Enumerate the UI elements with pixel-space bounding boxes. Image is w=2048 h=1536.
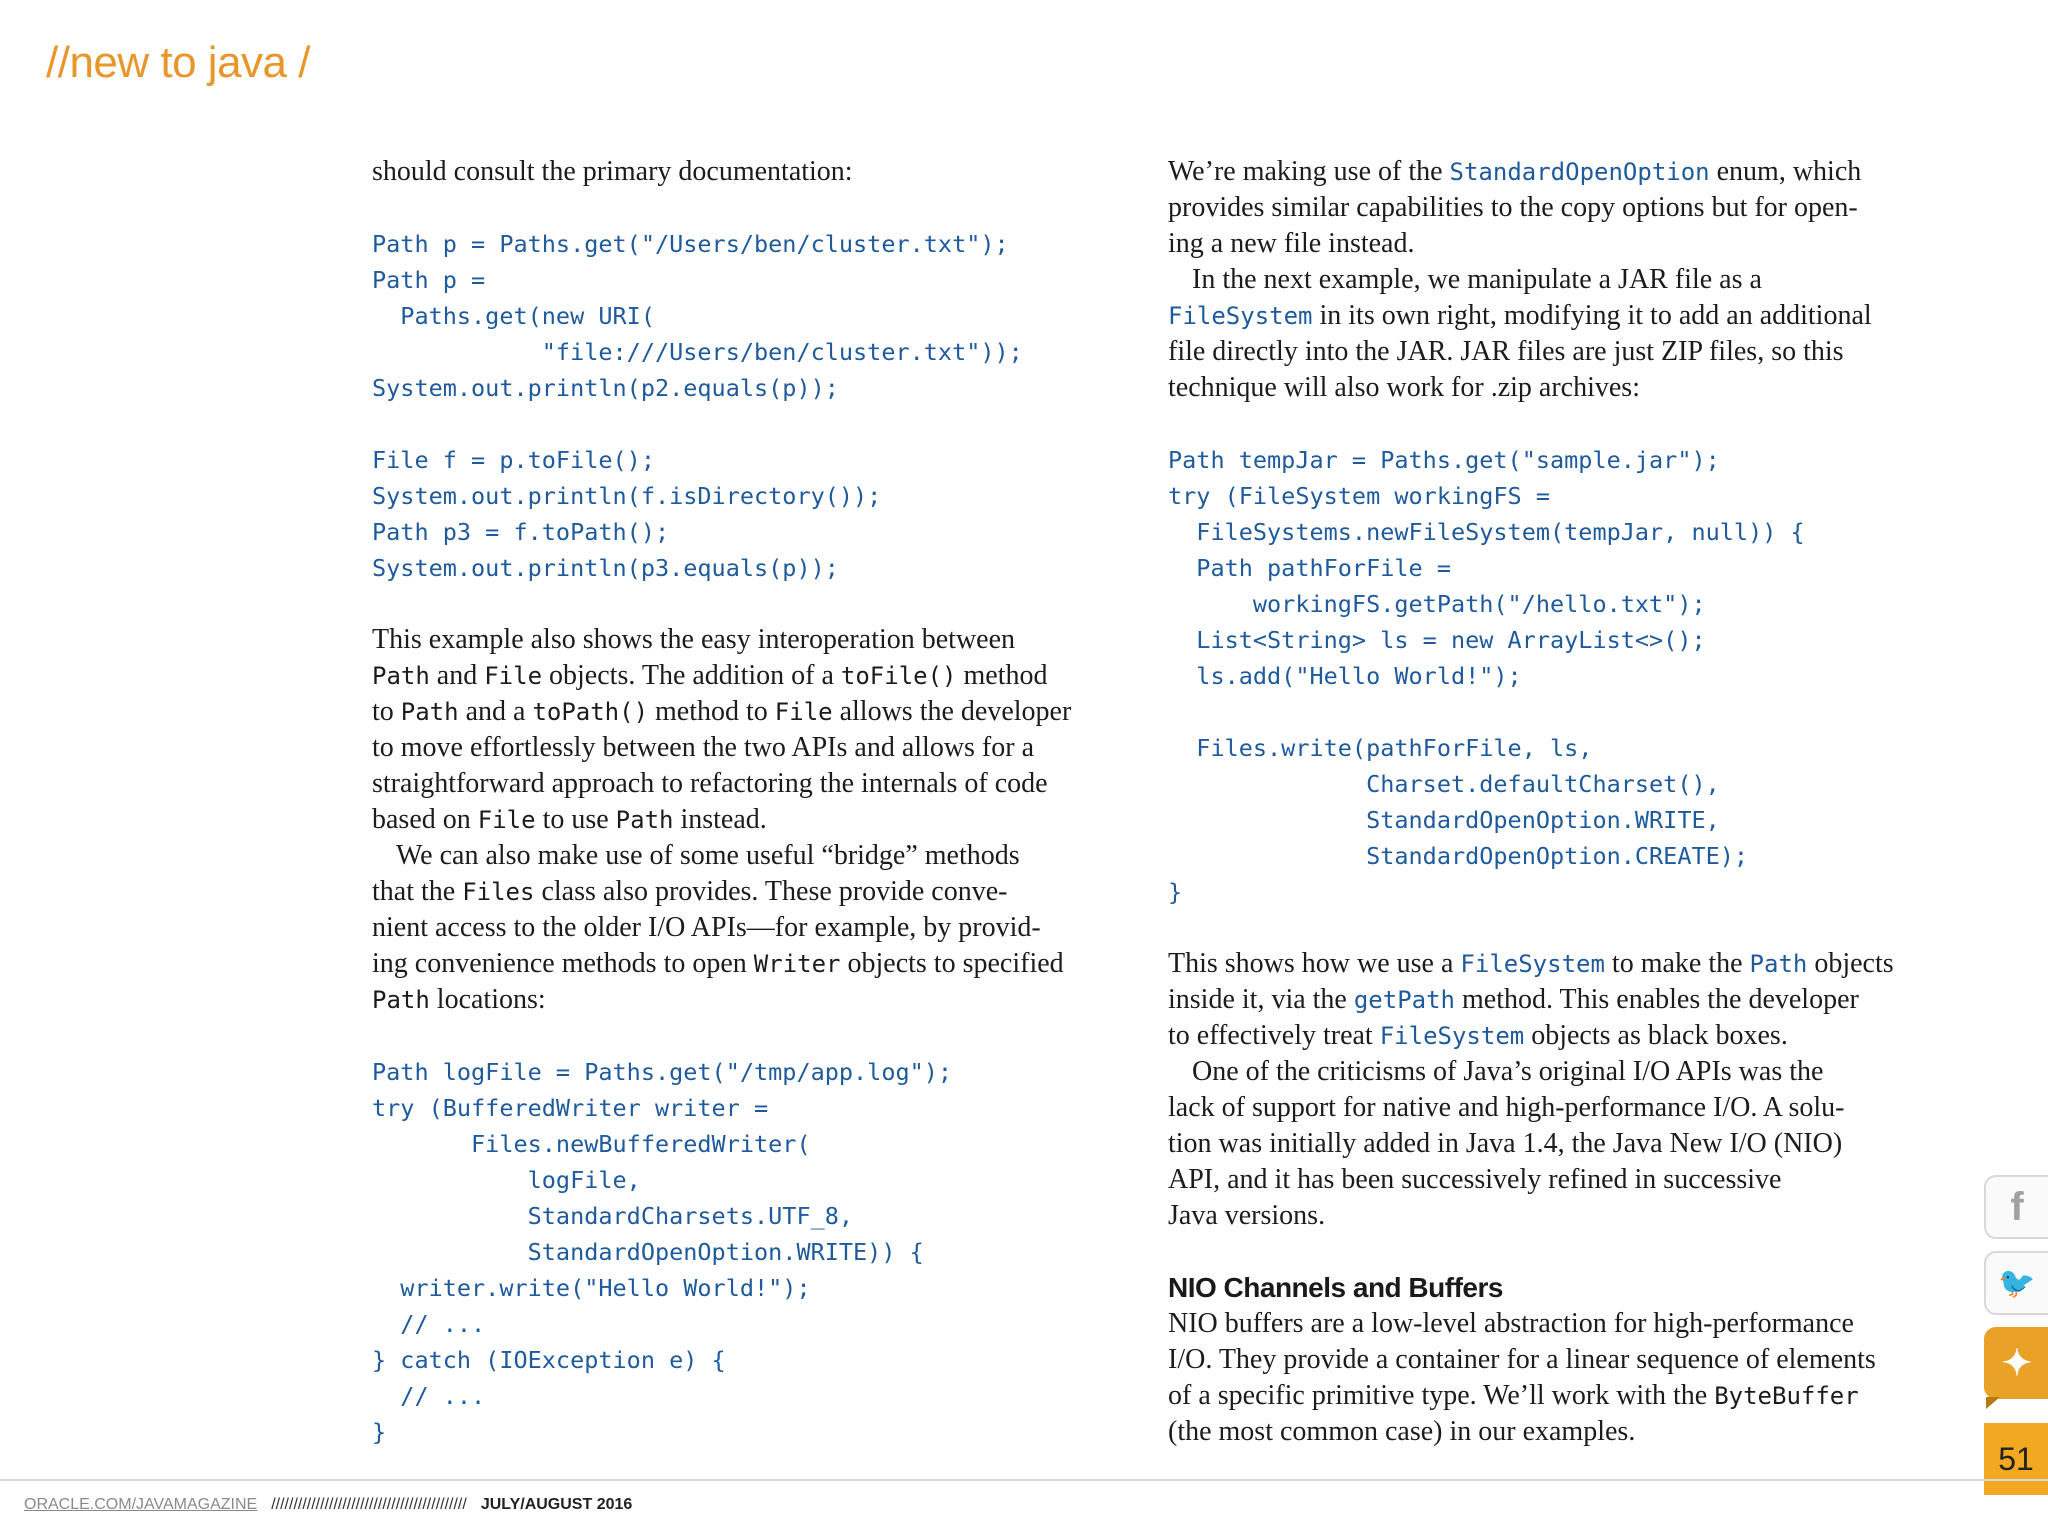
code-line: workingFS.getPath("/hello.txt");: [1168, 590, 1706, 618]
right-column: [1168, 154, 1928, 1450]
code-line: writer.write("Hello World!");: [372, 1274, 811, 1302]
code-line: StandardCharsets.UTF_8,: [372, 1202, 854, 1230]
code-line: System.out.println(f.isDirectory());: [372, 482, 882, 510]
code-block: [372, 226, 1132, 586]
code-line: File f = p.toFile();: [372, 446, 655, 474]
paragraph: We can also make use of some useful “bridge” methods that the Files class also provides. These provide conve- nient access to the older I/O APIs—for example, by provid- ing convenience methods to open Writer objects to specified Path locations:: [372, 840, 1064, 1015]
code-line: // ...: [372, 1382, 486, 1410]
bookmark-icon[interactable]: ✦: [1984, 1327, 2048, 1399]
code-line: [372, 406, 1132, 442]
page-number: 51: [1984, 1423, 2048, 1495]
issue-date: JULY/AUGUST 2016: [480, 1496, 633, 1513]
paragraph: should consult the primary documentation:: [372, 156, 853, 187]
footer-decoration: ////////////////////////////////////////////: [271, 1496, 467, 1513]
twitter-icon[interactable]: 🐦: [1984, 1251, 2048, 1315]
section-heading: NIO Channels and Buffers: [1168, 1272, 1503, 1303]
code-line: [1168, 694, 1928, 730]
section-tag: //new to java /: [46, 38, 310, 87]
code-line: }: [1168, 878, 1183, 906]
code-line: Paths.get(new URI(: [372, 302, 655, 330]
code-line: "file:///Users/ben/cluster.txt"));: [372, 338, 1023, 366]
code-line: StandardOpenOption.WRITE,: [1168, 806, 1720, 834]
code-line: try (FileSystem workingFS =: [1168, 482, 1551, 510]
code-line: Path p =: [372, 266, 486, 294]
code-line: StandardOpenOption.WRITE)) {: [372, 1238, 924, 1266]
code-line: Charset.defaultCharset(),: [1168, 770, 1720, 798]
site-link[interactable]: ORACLE.COM/JAVAMAGAZINE: [24, 1496, 258, 1513]
code-line: System.out.println(p2.equals(p));: [372, 374, 839, 402]
code-block: [1168, 442, 1928, 910]
footer: [24, 1496, 632, 1514]
code-line: ls.add("Hello World!");: [1168, 662, 1522, 690]
code-line: System.out.println(p3.equals(p));: [372, 554, 839, 582]
code-line: Path tempJar = Paths.get("sample.jar");: [1168, 446, 1720, 474]
paragraph: In the next example, we manipulate a JAR file as a FileSystem in its own right, modifying it to add an additional file directly into the JAR. JAR files are just ZIP files, so this technique will also work for .zip archives:: [1168, 264, 1872, 403]
code-line: Path pathForFile =: [1168, 554, 1451, 582]
left-column: [372, 154, 1132, 1450]
code-line: }: [372, 1418, 387, 1446]
paragraph: This example also shows the easy interoperation between Path and File objects. The addition of a toFile() method to Path and a toPath() method to File allows the developer to move effortlessly between the two APIs and allows for a straightforward approach to refactoring the internals of code based on File to use Path instead.: [372, 624, 1072, 835]
code-line: Path logFile = Paths.get("/tmp/app.log");: [372, 1058, 953, 1086]
code-block: [372, 1054, 1132, 1450]
code-line: Files.newBufferedWriter(: [372, 1130, 811, 1158]
code-line: Path p = Paths.get("/Users/ben/cluster.txt");: [372, 230, 1009, 258]
code-line: try (BufferedWriter writer =: [372, 1094, 769, 1122]
footer-divider: [0, 1479, 2048, 1481]
code-line: // ...: [372, 1310, 486, 1338]
paragraph: We’re making use of the StandardOpenOption enum, which provides similar capabilities to the copy options but for open- ing a new file instead.: [1168, 156, 1862, 259]
code-line: Path p3 = f.toPath();: [372, 518, 670, 546]
code-line: logFile,: [372, 1166, 641, 1194]
paragraph: One of the criticisms of Java’s original I/O APIs was the lack of support for native and high-performance I/O. A solu- tion was initially added in Java 1.4, the Java New I/O (NIO) API, and it has been successively refined in successive Java versions.: [1168, 1056, 1845, 1231]
code-line: } catch (IOException e) {: [372, 1346, 726, 1374]
paragraph: NIO buffers are a low-level abstraction for high-performance I/O. They provide a container for a linear sequence of elements of a specific primitive type. We’ll work with the ByteBuffer (the most common case) in our examples.: [1168, 1308, 1876, 1447]
code-line: StandardOpenOption.CREATE);: [1168, 842, 1749, 870]
code-line: FileSystems.newFileSystem(tempJar, null)) {: [1168, 518, 1805, 546]
share-sidebar: [1984, 1175, 2048, 1495]
code-line: List<String> ls = new ArrayList<>();: [1168, 626, 1706, 654]
paragraph: This shows how we use a FileSystem to make the Path objects inside it, via the getPath method. This enables the developer to effectively treat FileSystem objects as black boxes.: [1168, 948, 1894, 1051]
code-line: Files.write(pathForFile, ls,: [1168, 734, 1593, 762]
facebook-icon[interactable]: f: [1984, 1175, 2048, 1239]
